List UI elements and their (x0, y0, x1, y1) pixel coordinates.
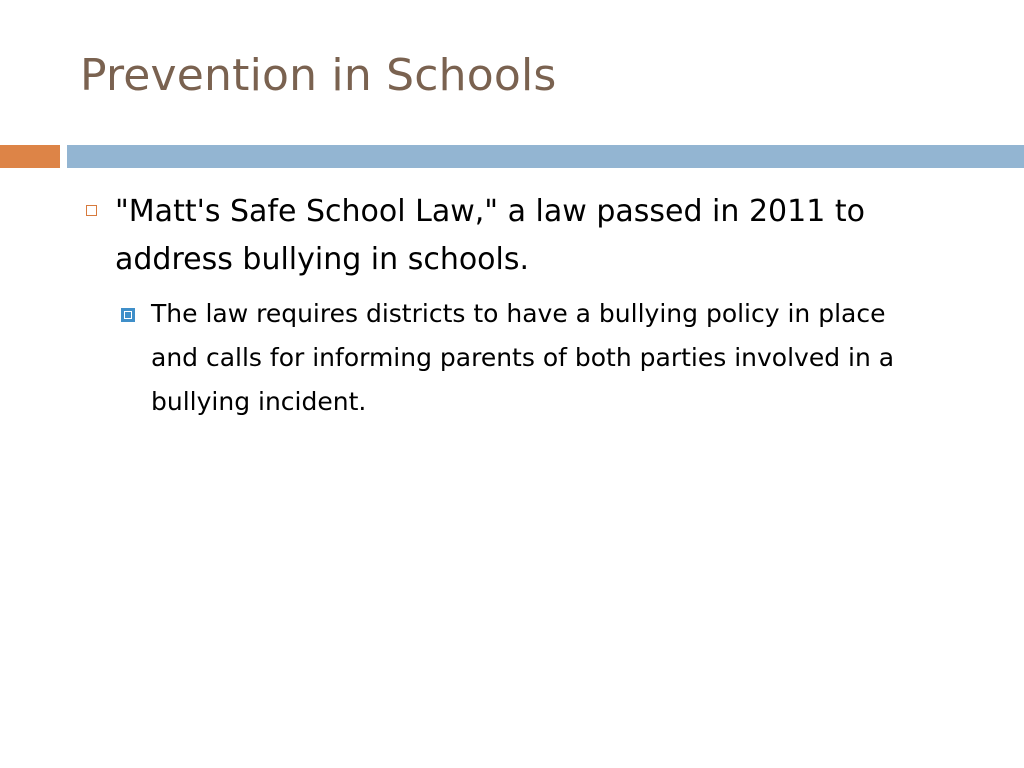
bullet-text: "Matt's Safe School Law," a law passed in 2011 to address bullying in schools. (115, 194, 865, 277)
sub-bullet-text: The law requires districts to have a bullying policy in place and calls for informing parents of both parties involved in a bullying incident. (151, 299, 895, 416)
sub-bullet-item (115, 292, 931, 424)
accent-bar-blue (67, 145, 1024, 168)
hollow-square-bullet-icon (86, 205, 97, 216)
accent-bar-orange (0, 145, 60, 168)
bullet-item (80, 188, 980, 284)
filled-square-bullet-icon (121, 308, 135, 322)
slide-title: Prevention in Schools (80, 50, 557, 101)
slide-content (80, 188, 980, 424)
